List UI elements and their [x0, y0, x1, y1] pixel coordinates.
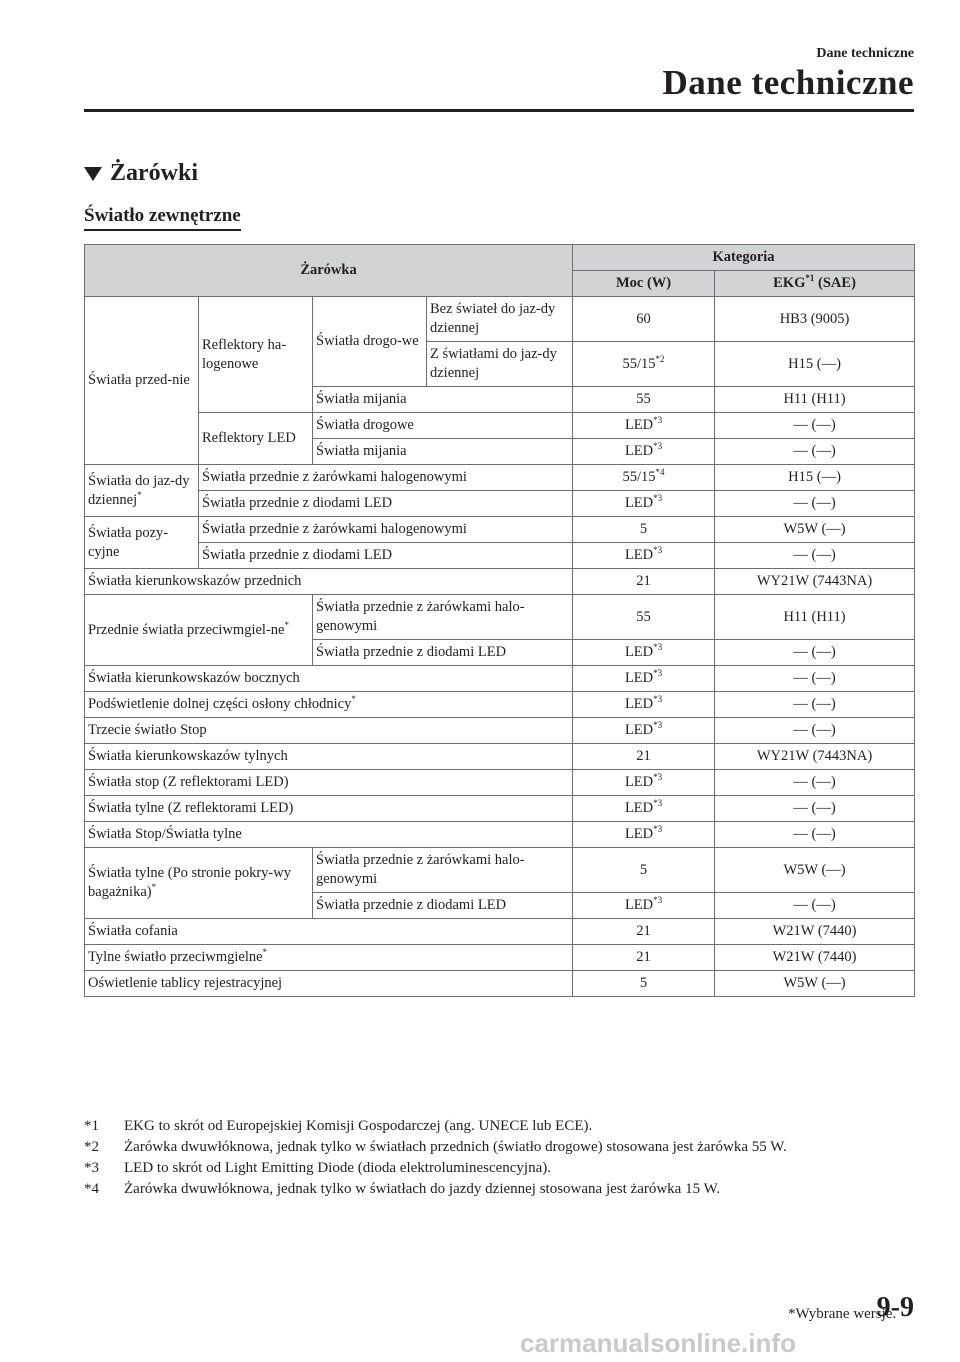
category-cell: — (—) — [715, 413, 915, 439]
row-label: Światła tylne (Z reflektorami LED) — [85, 796, 573, 822]
table-row — [85, 543, 915, 569]
table-row — [85, 744, 915, 770]
table-row — [85, 945, 915, 971]
category-cell: — (—) — [715, 770, 915, 796]
row-label: Światła przednie z żarówkami halogenowymi — [199, 517, 573, 543]
power-cell: LED$^{*3}$ — [573, 640, 715, 666]
row-label: Światła przednie z diodami LED — [313, 893, 573, 919]
power-cell: LED$^{*3}$ — [573, 770, 715, 796]
table-row — [85, 692, 915, 718]
header-category: Kategoria — [573, 245, 915, 271]
row-label: Z światłami do jaz-dy dziennej — [427, 342, 573, 387]
category-cell: — (—) — [715, 893, 915, 919]
category-cell: H11 (H11) — [715, 595, 915, 640]
row-label: Trzecie światło Stop — [85, 718, 573, 744]
row-label: Światła tylne (Po stronie pokry-wy bagażnika)* — [85, 848, 313, 919]
footnote: *3 LED to skrót od Light Emitting Diode (dioda elektroluminescencyjna). — [84, 1160, 551, 1176]
table-row — [85, 666, 915, 692]
category-cell: — (—) — [715, 543, 915, 569]
header-bulb: Żarówka — [85, 245, 573, 297]
row-label: Światła drogowe — [313, 413, 573, 439]
watermark: carmanualsonline.info — [520, 1328, 796, 1358]
row-label: Reflektory LED — [199, 413, 313, 465]
category-cell: H11 (H11) — [715, 387, 915, 413]
power-cell: 5 — [573, 517, 715, 543]
power-cell: 55 — [573, 595, 715, 640]
power-cell: 5 — [573, 971, 715, 997]
power-cell: 21 — [573, 919, 715, 945]
power-cell: 55/15$^{*4}$ — [573, 465, 715, 491]
footnote: *4 Żarówka dwuwłóknowa, jednak tylko w światłach do jazdy dziennej stosowana jest żarówka 15 W. — [84, 1181, 721, 1197]
power-cell: 60 — [573, 297, 715, 342]
category-cell: H15 (—) — [715, 465, 915, 491]
row-label: Reflektory ha-logenowe — [199, 297, 313, 413]
row-label: Podświetlenie dolnej części osłony chłodnicy* — [85, 692, 573, 718]
row-label: Bez świateł do jaz-dy dziennej — [427, 297, 573, 342]
table-row — [85, 297, 915, 342]
power-cell: LED$^{*3}$ — [573, 439, 715, 465]
table-row — [85, 770, 915, 796]
row-label: Światła przed-nie — [85, 297, 199, 465]
category-cell: — (—) — [715, 439, 915, 465]
row-label: Światła przednie z diodami LED — [313, 640, 573, 666]
row-label: Światła przednie z żarówkami halo-genowymi — [313, 848, 573, 893]
table-row — [85, 718, 915, 744]
power-cell: LED$^{*3}$ — [573, 718, 715, 744]
power-cell: LED$^{*3}$ — [573, 692, 715, 718]
category-cell: — (—) — [715, 822, 915, 848]
row-label: Światła pozy-cyjne — [85, 517, 199, 569]
table-row — [85, 971, 915, 997]
table-row — [85, 822, 915, 848]
subsection-title: Światło zewnętrzne — [84, 205, 241, 231]
row-label: Światła przednie z diodami LED — [199, 543, 573, 569]
row-label: Tylne światło przeciwmgielne* — [85, 945, 573, 971]
power-cell: 21 — [573, 945, 715, 971]
category-cell: — (—) — [715, 692, 915, 718]
footnotes — [84, 1116, 787, 1200]
row-label: Światła mijania — [313, 387, 573, 413]
category-cell: H15 (—) — [715, 342, 915, 387]
triangle-down-icon — [84, 167, 102, 181]
row-label: Światła przednie z diodami LED — [199, 491, 573, 517]
table-row — [85, 517, 915, 543]
section-title-text: Żarówki — [110, 160, 199, 186]
row-label: Światła mijania — [313, 439, 573, 465]
row-label: Światła do jaz-dy dziennej* — [85, 465, 199, 517]
power-cell: LED$^{*3}$ — [573, 543, 715, 569]
table-row — [85, 491, 915, 517]
table-row — [85, 796, 915, 822]
table-row — [85, 413, 915, 439]
row-label: Światła kierunkowskazów tylnych — [85, 744, 573, 770]
bulb-table — [84, 244, 915, 997]
category-cell: WY21W (7443NA) — [715, 569, 915, 595]
power-cell: 21 — [573, 744, 715, 770]
header-rule — [84, 109, 914, 112]
row-label: Światła przednie z żarówkami halogenowymi — [199, 465, 573, 491]
category-cell: W21W (7440) — [715, 945, 915, 971]
power-cell: LED$^{*3}$ — [573, 822, 715, 848]
row-label: Światła stop (Z reflektorami LED) — [85, 770, 573, 796]
page-number: 9-9 — [876, 1292, 914, 1323]
category-cell: WY21W (7443NA) — [715, 744, 915, 770]
power-cell: LED$^{*3}$ — [573, 413, 715, 439]
category-cell: — (—) — [715, 640, 915, 666]
category-cell: — (—) — [715, 718, 915, 744]
row-label: Oświetlenie tablicy rejestracyjnej — [85, 971, 573, 997]
power-cell: 21 — [573, 569, 715, 595]
row-label: Światła Stop/Światła tylne — [85, 822, 573, 848]
table-row — [85, 848, 915, 893]
power-cell: LED$^{*3}$ — [573, 796, 715, 822]
running-header-title: Dane techniczne — [662, 63, 914, 102]
power-cell: LED$^{*3}$ — [573, 491, 715, 517]
category-cell: W5W (—) — [715, 971, 915, 997]
table-row — [85, 919, 915, 945]
category-cell: — (—) — [715, 491, 915, 517]
row-label: Światła drogo-we — [313, 297, 427, 387]
row-label: Światła cofania — [85, 919, 573, 945]
category-cell: W5W (—) — [715, 848, 915, 893]
row-label: Światła przednie z żarówkami halo-genowymi — [313, 595, 573, 640]
table-row — [85, 465, 915, 491]
category-cell: HB3 (9005) — [715, 297, 915, 342]
power-cell: LED$^{*3}$ — [573, 893, 715, 919]
power-cell: 55 — [573, 387, 715, 413]
category-cell: W21W (7440) — [715, 919, 915, 945]
footnote: *2 Żarówka dwuwłóknowa, jednak tylko w światłach przednich (światło drogowe) stosowana jest żarówka 55 W. — [84, 1139, 787, 1155]
footnote: *1 EKG to skrót od Europejskiej Komisji Gospodarczej (ang. UNECE lub ECE). — [84, 1118, 593, 1134]
row-label: Światła kierunkowskazów przednich — [85, 569, 573, 595]
running-header-small: Dane techniczne — [816, 46, 914, 61]
power-cell: LED$^{*3}$ — [573, 666, 715, 692]
table-row — [85, 569, 915, 595]
table-header-row — [85, 245, 915, 271]
category-cell: — (—) — [715, 666, 915, 692]
table-row — [85, 595, 915, 640]
row-label: Światła kierunkowskazów bocznych — [85, 666, 573, 692]
row-label: Przednie światła przeciwmgiel-ne* — [85, 595, 313, 666]
section-title — [84, 160, 198, 187]
power-cell: 5 — [573, 848, 715, 893]
header-ekg: EKG$^{*1}$ (SAE) — [715, 271, 915, 297]
category-cell: — (—) — [715, 796, 915, 822]
category-cell: W5W (—) — [715, 517, 915, 543]
power-cell: 55/15$^{*2}$ — [573, 342, 715, 387]
header-power: Moc (W) — [573, 271, 715, 297]
optional-equipment-note: *Wybrane wersje. — [788, 1306, 897, 1322]
